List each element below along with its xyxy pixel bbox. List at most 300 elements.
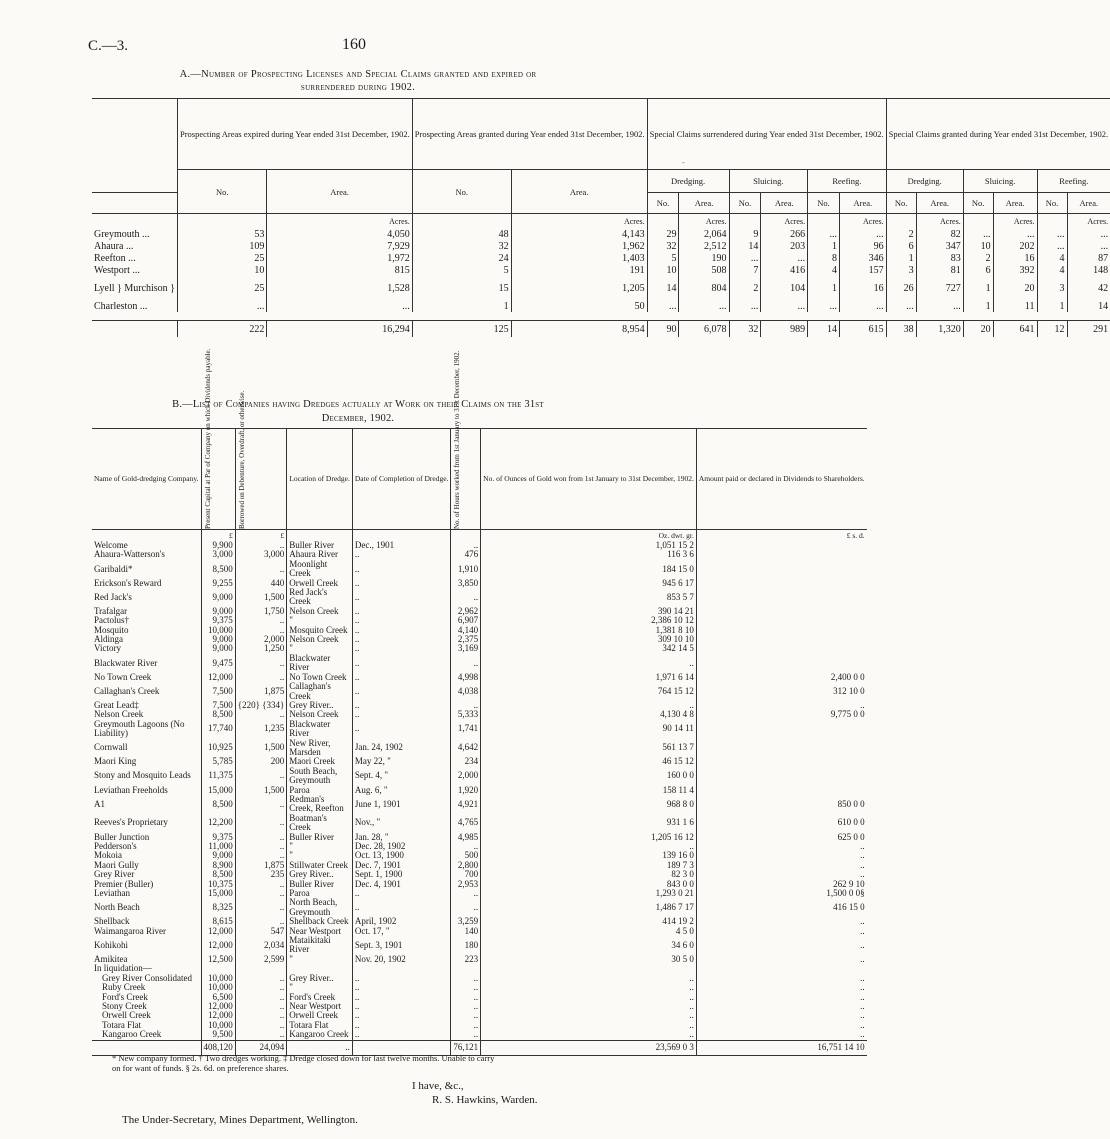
table-cell: .. [451, 974, 481, 983]
total-cell: 20 [963, 321, 993, 338]
company-name: Pactolus† [94, 615, 129, 626]
table-cell: .. [235, 795, 287, 814]
company-name: Pedderson's [94, 841, 137, 851]
table-cell: 1,528 [267, 276, 412, 300]
table-cell: 25 [177, 276, 266, 300]
table-cell: .. [451, 701, 481, 710]
total-cell: 38 [886, 321, 916, 338]
table-cell: 309 10 10 [481, 635, 697, 644]
table-cell: .. [235, 833, 287, 842]
table-cell: 508 [679, 264, 729, 276]
table-cell: .. [235, 626, 287, 635]
table-cell: 16 [993, 252, 1037, 264]
table-cell: 262 9 10 [696, 880, 866, 889]
unit-pound: £ [235, 530, 287, 542]
table-cell: 390 14 21 [481, 607, 697, 616]
table-row [92, 983, 867, 992]
table-cell [696, 644, 866, 653]
table-cell: 764 15 12 [481, 682, 697, 701]
sub-no: No. [886, 193, 916, 214]
table-row [92, 228, 1110, 240]
table-cell: 46 15 12 [481, 757, 697, 766]
table-cell: .. [696, 861, 866, 870]
table-cell: Sept. 4, " [352, 767, 451, 786]
sub-reefing: Reefing. [1037, 170, 1110, 193]
units-label: Acres. [1067, 214, 1110, 229]
table-cell: 610 0 0 [696, 814, 866, 833]
table-cell [696, 550, 866, 559]
table-cell: Grey River.. [287, 974, 353, 983]
table-cell [696, 607, 866, 616]
table-cell: 1,235 [235, 720, 287, 739]
sub-area: Area. [1067, 193, 1110, 214]
table-cell: Oct. 13, 1900 [352, 851, 451, 860]
units-label: Acres. [267, 214, 412, 229]
table-cell: 2,953 [451, 880, 481, 889]
section-b-title [88, 398, 628, 426]
units-label: Acres. [761, 214, 808, 229]
table-cell: 6 [963, 264, 993, 276]
table-cell: " [287, 955, 353, 964]
table-cell: .. [235, 974, 287, 983]
company-name: Erickson's Reward [94, 577, 162, 588]
table-cell: 3,259 [451, 917, 481, 926]
table-cell: .. [235, 767, 287, 786]
table-cell: Dec. 7, 1901 [352, 861, 451, 870]
company-name: Shellback [94, 916, 130, 927]
sub-no: No. [412, 170, 511, 214]
table-cell: 4,038 [451, 682, 481, 701]
table-cell: .. [352, 579, 451, 588]
table-row [92, 276, 1110, 300]
table-cell: .. [451, 898, 481, 917]
table-cell: .. [235, 710, 287, 719]
sub-no: No. [647, 193, 679, 214]
district-name: Charleston ... [94, 300, 148, 312]
table-cell: 392 [993, 264, 1037, 276]
company-name: Mokoia [94, 850, 122, 861]
table-cell: " [287, 842, 353, 851]
table-cell: 12,000 [201, 1011, 235, 1020]
table-cell: Nov., " [352, 814, 451, 833]
table-row [92, 898, 867, 917]
table-cell: 4 [1037, 252, 1067, 264]
table-cell: 9,375 [201, 833, 235, 842]
table-cell: Red Jack's Creek [287, 588, 353, 607]
company-name: Cornwall [94, 742, 128, 753]
table-cell: ... [839, 228, 886, 240]
table-cell: 8,500 [201, 560, 235, 579]
table-cell: 10,925 [201, 739, 235, 758]
table-cell: Dec. 4, 1901 [352, 880, 451, 889]
table-cell [696, 588, 866, 607]
table-cell: 12,500 [201, 955, 235, 964]
company-name: Callaghan's Creek [94, 685, 160, 696]
table-cell: 2,512 [679, 240, 729, 252]
table-cell: 4,765 [451, 814, 481, 833]
table-cell: Redman's Creek, Reefton [287, 795, 353, 814]
company-name: Kangaroo Creek [102, 1029, 162, 1040]
signature-name: R. S. Hawkins, Warden. [432, 1094, 538, 1106]
company-name: No Town Creek [94, 671, 152, 682]
table-cell [696, 635, 866, 644]
company-name: Buller Junction [94, 831, 150, 842]
units-label: Acres. [839, 214, 886, 229]
table-cell: 17,740 [201, 720, 235, 739]
table-cell: 15,000 [201, 786, 235, 795]
table-cell: 12,000 [201, 1002, 235, 1011]
addressee: The Under-Secretary, Mines Department, Wellington. [122, 1114, 358, 1126]
section-b-title-line1: B.—List of Companies having Dredges actually at Work on their Claims on the 31st [172, 399, 544, 410]
table-cell: 12,000 [201, 927, 235, 936]
table-cell: 2,064 [679, 228, 729, 240]
table-cell: ... [761, 300, 808, 312]
company-name: North Beach [94, 902, 140, 913]
table-cell: 189 7 3 [481, 861, 697, 870]
table-cell: .. [481, 1002, 697, 1011]
table-cell [696, 767, 866, 786]
table-cell: 9,475 [201, 654, 235, 673]
table-row [92, 1030, 867, 1040]
table-cell: .. [352, 1002, 451, 1011]
table-cell: ... [177, 300, 266, 312]
table-cell: 1,500 [235, 786, 287, 795]
table-cell: Blackwater River [287, 654, 353, 673]
table-cell: Buller River [287, 541, 353, 550]
table-row [92, 264, 1110, 276]
total-cell: 14 [808, 321, 840, 338]
table-cell: ... [886, 300, 916, 312]
table-cell: .. [451, 983, 481, 992]
table-cell: 440 [235, 579, 287, 588]
sub-area: Area. [761, 193, 808, 214]
table-cell: .. [696, 1002, 866, 1011]
table-cell: 10,000 [201, 983, 235, 992]
table-cell: .. [451, 889, 481, 898]
table-cell: .. [696, 936, 866, 955]
table-cell: .. [235, 993, 287, 1002]
unit-ozs: Oz. dwt. gr. [481, 530, 697, 542]
table-cell: 200 [235, 757, 287, 766]
table-cell: 843 0 0 [481, 880, 697, 889]
table-cell: Mosquito Creek [287, 626, 353, 635]
table-cell: 10,000 [201, 974, 235, 983]
table-cell: Orwell Creek [287, 579, 353, 588]
table-cell: .. [235, 917, 287, 926]
table-cell: 1,293 0 21 [481, 889, 697, 898]
table-cell: 116 3 6 [481, 550, 697, 559]
total-cell: 641 [993, 321, 1037, 338]
company-name: Nelson Creek [94, 709, 144, 720]
table-cell [481, 964, 697, 973]
header-company: Name of Gold-dredging Company. [94, 474, 199, 484]
total-cell: 90 [647, 321, 679, 338]
table-cell: 11 [993, 300, 1037, 312]
table-cell: " [287, 851, 353, 860]
table-cell: .. [481, 983, 697, 992]
table-row [92, 626, 867, 635]
table-cell: 9,000 [201, 607, 235, 616]
table-cell: 96 [839, 240, 886, 252]
table-cell: 24 [412, 252, 511, 264]
table-cell: Ford's Creek [287, 993, 353, 1002]
table-cell: .. [235, 673, 287, 682]
table-cell: 15 [412, 276, 511, 300]
table-cell: .. [451, 654, 481, 673]
table-cell [696, 626, 866, 635]
table-cell: 2,400 0 0 [696, 673, 866, 682]
table-cell: .. [352, 560, 451, 579]
table-row [92, 1021, 867, 1030]
table-cell: 42 [1067, 276, 1110, 300]
table-cell [696, 616, 866, 625]
table-cell: 346 [839, 252, 886, 264]
table-cell: ... [1037, 240, 1067, 252]
table-cell: 2 [729, 276, 761, 300]
units-label: Acres. [679, 214, 729, 229]
table-cell: .. [352, 898, 451, 917]
table-cell: Blackwater River [287, 720, 353, 739]
table-cell: Ahaura River [287, 550, 353, 559]
table-cell: Aug. 6, " [352, 786, 451, 795]
table-cell: May 22, " [352, 757, 451, 766]
total-cell: .. [287, 1040, 353, 1055]
sub-sluicing: Sluicing. [729, 170, 808, 193]
table-cell: 850 0 0 [696, 795, 866, 814]
table-cell [696, 964, 866, 973]
total-cell: 16,294 [267, 321, 412, 338]
company-name: Ruby Creek [102, 982, 146, 993]
table-cell: .. [235, 983, 287, 992]
table-cell: 4,140 [451, 626, 481, 635]
table-cell: 32 [647, 240, 679, 252]
table-cell: 14 [1067, 300, 1110, 312]
table-cell: Grey River.. [287, 870, 353, 879]
table-cell: 1,750 [235, 607, 287, 616]
company-name: Leviathan [94, 888, 130, 899]
table-cell: ... [963, 228, 993, 240]
table-row [92, 720, 867, 739]
table-cell: 160 0 0 [481, 767, 697, 786]
table-cell: .. [696, 974, 866, 983]
table-cell: .. [352, 644, 451, 653]
page-number: 160 [342, 36, 366, 53]
table-cell: 157 [839, 264, 886, 276]
table-cell: 12,000 [201, 673, 235, 682]
table-cell: Grey River.. [287, 701, 353, 710]
sub-no: No. [963, 193, 993, 214]
table-cell: .. [451, 1002, 481, 1011]
table-row [92, 654, 867, 673]
table-cell: .. [451, 1021, 481, 1030]
table-cell: .. [696, 1030, 866, 1040]
footnotes [112, 1053, 632, 1073]
total-cell: 8,954 [511, 321, 647, 338]
table-cell: ... [647, 300, 679, 312]
table-cell: 931 1 6 [481, 814, 697, 833]
table-cell: 148 [1067, 264, 1110, 276]
table-cell: .. [696, 917, 866, 926]
company-name: Reeves's Proprietary [94, 817, 168, 828]
table-cell: 1 [1037, 300, 1067, 312]
company-name: Amikitea [94, 953, 128, 964]
table-cell: 3,000 [201, 550, 235, 559]
table-cell: New River, Marsden [287, 739, 353, 758]
table-cell: ... [808, 300, 840, 312]
table-cell: 1,971 6 14 [481, 673, 697, 682]
table-cell [352, 964, 451, 973]
table-cell: 2,800 [451, 861, 481, 870]
table-cell: 4,642 [451, 739, 481, 758]
sub-area: Area. [839, 193, 886, 214]
company-name: Grey River [94, 869, 135, 880]
table-cell: .. [352, 974, 451, 983]
table-cell: 12,000 [201, 936, 235, 955]
company-name: Garibaldi* [94, 563, 133, 574]
table-cell: .. [352, 588, 451, 607]
header-expired: Prospecting Areas expired during Year ended 31st December, 1902. [177, 99, 412, 170]
table-cell: 945 6 17 [481, 579, 697, 588]
table-row [92, 710, 867, 719]
table-row [92, 701, 867, 710]
table-cell [696, 579, 866, 588]
header-capital: Present Capital at Par of Company on which Dividends payable. [203, 348, 212, 529]
company-name: Victory [94, 643, 121, 654]
table-cell [696, 720, 866, 739]
table-cell: Orwell Creek [287, 1011, 353, 1020]
district-name: Greymouth ... [94, 228, 150, 240]
table-row [92, 541, 867, 550]
header-special-surrendered: Special Claims surrendered during Year ended 31st December, 1902. [647, 99, 886, 170]
table-cell: Maori Creek [287, 757, 353, 766]
table-row [92, 607, 867, 616]
table-cell: 14 [729, 240, 761, 252]
table-cell: .. [696, 701, 866, 710]
table-cell: ... [267, 300, 412, 312]
table-cell: 8,500 [201, 870, 235, 879]
company-name: Welcome [94, 540, 128, 550]
district-name: Ahaura ... [94, 240, 134, 252]
table-cell: Nelson Creek [287, 635, 353, 644]
table-cell: 1,910 [451, 560, 481, 579]
company-name: Great Lead‡ [94, 699, 139, 710]
header-date: Date of Completion of Dredge. [352, 429, 451, 530]
table-cell: 500 [451, 851, 481, 860]
table-cell: Oct. 17, " [352, 927, 451, 936]
table-cell: 1,403 [511, 252, 647, 264]
table-cell: 7,929 [267, 240, 412, 252]
table-cell: 347 [916, 240, 963, 252]
table-cell: " [287, 644, 353, 653]
table-cell: Stillwater Creek [287, 861, 353, 870]
table-cell: 1,875 [235, 682, 287, 701]
table-row [92, 550, 867, 559]
table-cell: 81 [916, 264, 963, 276]
table-cell: 3 [1037, 276, 1067, 300]
table-cell: Shellback Creek [287, 917, 353, 926]
table-cell: 1 [808, 240, 840, 252]
table-cell: 1 [412, 300, 511, 312]
table-cell: .. [235, 560, 287, 579]
sub-area: Area. [511, 170, 647, 214]
total-cell: 615 [839, 321, 886, 338]
table-cell: 6,907 [451, 616, 481, 625]
table-cell: 15,000 [201, 889, 235, 898]
table-cell: .. [352, 682, 451, 701]
table-cell: 416 [761, 264, 808, 276]
table-cell: 7,500 [201, 682, 235, 701]
sub-dredging: Dredging. [647, 170, 729, 193]
table-row [92, 579, 867, 588]
table-cell: 10,000 [201, 626, 235, 635]
total-cell: 291 [1067, 321, 1110, 338]
table-cell: 804 [679, 276, 729, 300]
table-cell: Jan. 24, 1902 [352, 739, 451, 758]
table-cell: Buller River [287, 880, 353, 889]
table-cell: 10,000 [201, 1021, 235, 1030]
total-cell: 24,094 [235, 1040, 287, 1055]
table-cell: 625 0 0 [696, 833, 866, 842]
table-cell: .. [235, 654, 287, 673]
table-row [92, 682, 867, 701]
table-cell: .. [352, 616, 451, 625]
table-cell: .. [696, 1021, 866, 1030]
table-cell: 4 [1037, 264, 1067, 276]
table-cell: .. [235, 616, 287, 625]
table-cell: 3,169 [451, 644, 481, 653]
table-cell: Mataikitaki River [287, 936, 353, 955]
table-cell: 5,785 [201, 757, 235, 766]
total-cell: 6,078 [679, 321, 729, 338]
table-cell: 30 5 0 [481, 955, 697, 964]
table-cell: 312 10 0 [696, 682, 866, 701]
margin-mark: - [682, 158, 685, 167]
table-cell: Nelson Creek [287, 607, 353, 616]
table-cell: No Town Creek [287, 673, 353, 682]
table-cell: ... [993, 228, 1037, 240]
section-a-title-line2: surrendered during 1902. [300, 82, 416, 93]
table-cell: 82 3 0 [481, 870, 697, 879]
company-name: Trafalgar [94, 605, 128, 616]
table-cell: 547 [235, 927, 287, 936]
table-cell: 5 [412, 264, 511, 276]
table-cell: .. [352, 635, 451, 644]
company-name: Stony and Mosquito Leads [94, 770, 191, 781]
section-a-title-line1: A.—Number of Prospecting Licenses and Special Claims granted and expired or [179, 69, 537, 80]
table-cell [696, 739, 866, 758]
table-cell: 1,500 [235, 739, 287, 758]
table-cell: 7 [729, 264, 761, 276]
company-name: Maori Gully [94, 859, 139, 870]
table-cell: 48 [412, 228, 511, 240]
table-cell: .. [235, 814, 287, 833]
table-cell [696, 541, 866, 550]
table-cell: 9,375 [201, 616, 235, 625]
table-cell: 4 5 0 [481, 927, 697, 936]
table-cell: Totara Flat [287, 1021, 353, 1030]
company-name: Leviathan Freeholds [94, 784, 168, 795]
company-name: Grey River Consolidated [102, 972, 192, 983]
table-cell: 1,741 [451, 720, 481, 739]
total-cell: 989 [761, 321, 808, 338]
table-cell: 50 [511, 300, 647, 312]
table-row [92, 861, 867, 870]
table-cell: .. [481, 1011, 697, 1020]
table-cell: 4,050 [267, 228, 412, 240]
company-name: Waimangaroa River [94, 925, 166, 936]
table-cell: 11,375 [201, 767, 235, 786]
licenses-table [92, 98, 1110, 337]
